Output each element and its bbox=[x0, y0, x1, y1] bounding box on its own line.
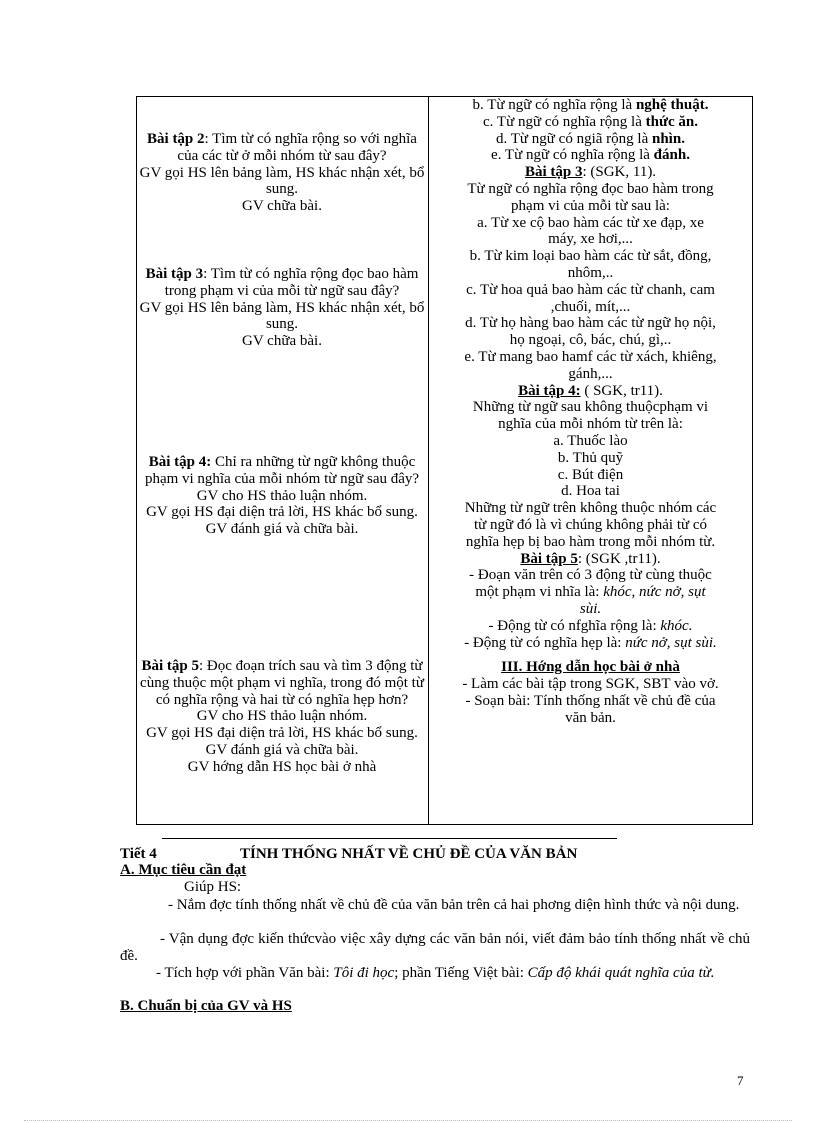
objective-3-italic-1: Tôi đi học bbox=[333, 965, 395, 981]
right-bt4-line: Những từ ngữ sau không thuộcphạm vi bbox=[472, 399, 709, 416]
right-bt5-line: - Đoạn văn trên có 3 động từ cùng thuộc bbox=[469, 567, 712, 584]
bt2-title: Bài tập 2 bbox=[147, 131, 205, 147]
answer-c: c. Từ ngữ có nghĩa rộng là bbox=[483, 113, 646, 130]
right-bt5-italic: nức nở, sụt sùi. bbox=[625, 634, 717, 651]
bt3-line-1: GV gọi HS lên bảng làm, HS khác nhận xét, bổ sung. bbox=[139, 299, 425, 333]
right-bt4-line: nghĩa của mỗi nhóm từ trên là: bbox=[498, 416, 683, 433]
bt4-text: Chỉ ra những từ ngữ không thuộc phạm vi nghĩa của mỗi nhóm từ ngữ sau đây? bbox=[144, 454, 420, 487]
bt4-line-1: GV cho HS thảo luận nhóm. bbox=[196, 487, 368, 504]
answer-b-word: nghệ thuật. bbox=[635, 97, 709, 113]
right-bt3-line: c. Từ hoa quả bao hàm các từ chanh, cam bbox=[466, 281, 715, 298]
right-bt4-line: b. Thủ quỹ bbox=[557, 449, 624, 466]
right-bt3-ref: : (SGK, 11). bbox=[582, 164, 657, 181]
right-bt3-line: họ ngoại, cô, bác, chú, gì,.. bbox=[509, 332, 672, 349]
right-bt5-line: - Động từ có nfghĩa rộng là: bbox=[488, 617, 661, 634]
right-bt4-line: a. Thuốc lào bbox=[553, 432, 628, 449]
lesson-title: TÍNH THỐNG NHẤT VỀ CHỦ ĐỀ CỦA VĂN BẢN bbox=[240, 846, 578, 862]
left-bai-tap-5 bbox=[137, 658, 427, 776]
right-bt5-line: một phạm vi nhĩa là: bbox=[475, 584, 604, 601]
page-bottom-border bbox=[24, 1120, 792, 1121]
bt5-line-3: GV đánh giá và chữa bài. bbox=[205, 741, 359, 758]
bt2-line-1: GV gọi HS lên bảng làm, HS khác nhận xét, bổ sung. bbox=[139, 164, 425, 198]
objective-3 bbox=[120, 965, 750, 982]
right-section-3-line: - Làm các bài tập trong SGK, SBT vào vở. bbox=[462, 676, 719, 693]
answer-d-word: nhìn. bbox=[652, 130, 685, 147]
right-bt4-line: từ ngữ đó là vì chúng không phải từ có bbox=[473, 516, 708, 533]
answer-b: b. Từ ngữ có nghĩa rộng là bbox=[472, 97, 636, 113]
left-bai-tap-4 bbox=[137, 454, 427, 538]
right-bt5-italic: khóc. bbox=[660, 617, 693, 634]
right-bt3-title: Bài tập 3 bbox=[524, 164, 583, 181]
bt4-line-3: GV đánh giá và chữa bài. bbox=[205, 521, 359, 538]
bt5-line-1: GV cho HS thảo luận nhóm. bbox=[196, 708, 368, 725]
right-bt3-line: gánh,... bbox=[568, 365, 613, 382]
answer-c-word: thức ăn. bbox=[645, 113, 698, 130]
left-bai-tap-3 bbox=[137, 266, 427, 350]
answer-e: e. Từ ngữ có nghĩa rộng là bbox=[491, 147, 654, 164]
right-bt3-line: Từ ngữ có nghĩa rộng đọc bao hàm trong bbox=[467, 180, 714, 197]
bt4-title: Bài tập 4: bbox=[148, 454, 212, 470]
right-bt3-line: b. Từ kim loại bao hàm các từ sắt, đồng, bbox=[469, 248, 712, 265]
objective-3-italic-2: Cấp độ khái quát nghĩa của từ. bbox=[527, 965, 715, 981]
section-a-title: A. Mục tiêu cần đạt bbox=[120, 862, 247, 878]
right-bt4-line: nghĩa hẹp bị bao hàm trong mỗi nhóm từ. bbox=[465, 533, 716, 550]
right-bt3-line: phạm vi của mỗi từ sau là: bbox=[511, 197, 670, 214]
right-bt4-line: c. Bút điện bbox=[557, 466, 624, 483]
right-bt5-line: - Động từ có nghĩa hẹp là: bbox=[464, 634, 626, 651]
right-column bbox=[428, 97, 753, 726]
right-bt4-ref: ( SGK, tr11). bbox=[580, 382, 663, 399]
right-bt5-italic: khóc, nức nở, sụt bbox=[603, 584, 706, 601]
right-bt4-line: d. Hoa tai bbox=[561, 483, 620, 500]
right-section-3-line: văn bản. bbox=[565, 709, 616, 726]
bt5-line-4: GV hớng dẫn HS học bài ở nhà bbox=[187, 758, 377, 775]
right-bt5-title: Bài tập 5 bbox=[520, 550, 578, 567]
left-bai-tap-2 bbox=[137, 131, 427, 215]
lesson-table bbox=[136, 96, 753, 825]
bt3-line-2: GV chữa bài. bbox=[242, 333, 322, 350]
page-number: 7 bbox=[737, 1073, 744, 1088]
bt5-title: Bài tập 5 bbox=[141, 658, 199, 674]
bt5-line-2: GV gọi HS đại diện trả lời, HS khác bổ sung. bbox=[146, 725, 418, 742]
bt5-text: : Đọc đoạn trích sau và tìm 3 động từ cùng thuộc một phạm vi nghĩa, trong đó một từ có nghĩa rộng và hai từ có nghĩa hẹp hơn? bbox=[140, 658, 424, 708]
bt3-text: : Tìm từ có nghĩa rộng đọc bao hàm trong phạm vi của mỗi từ ngữ sau đây? bbox=[164, 266, 419, 299]
bt2-text: : Tìm từ có nghĩa rộng so với nghĩa của các từ ở mỗi nhóm từ sau đây? bbox=[177, 131, 417, 164]
section-b-title: B. Chuẩn bị của GV và HS bbox=[120, 998, 292, 1014]
objective-3-text-mid: ; phần Tiếng Việt bài: bbox=[394, 965, 528, 981]
period-label: Tiết 4 bbox=[120, 846, 157, 862]
right-bt3-line: d. Từ họ hàng bao hàm các từ ngữ họ nội, bbox=[465, 315, 716, 332]
intro-text: Giúp HS: bbox=[184, 879, 242, 895]
bt4-line-2: GV gọi HS đại diện trả lời, HS khác bổ sung. bbox=[146, 504, 418, 521]
objective-1: - Nắm đợc tính thống nhất về chủ đề của văn bản trên cả hai phơng diện hình thức và nội dung. bbox=[168, 897, 740, 913]
right-bt3-line: máy, xe hơi,... bbox=[548, 231, 633, 248]
objective-2: - Vận dụng đợc kiến thứcvào việc xây dựng các văn bản nói, viết đảm bảo tính thống nhất về chủ đề. bbox=[120, 931, 750, 964]
right-bt3-line: ,chuối, mít,... bbox=[550, 298, 631, 315]
right-bt3-line: nhôm,.. bbox=[567, 264, 614, 281]
right-bt4-title: Bài tập 4: bbox=[518, 382, 581, 399]
right-section-3-title: III. Hớng dẫn học bài ở nhà bbox=[501, 659, 680, 676]
bt3-title: Bài tập 3 bbox=[145, 266, 204, 282]
bt2-line-2: GV chữa bài. bbox=[242, 198, 322, 215]
right-bt5-italic: sùi. bbox=[579, 600, 602, 617]
title-rule bbox=[162, 838, 617, 839]
right-bt5-ref: : (SGK ,tr11). bbox=[577, 550, 661, 567]
answer-e-word: đánh. bbox=[653, 147, 690, 164]
right-bt3-line: e. Từ mang bao hamf các từ xách, khiêng, bbox=[464, 348, 717, 365]
right-section-3-line: - Soạn bài: Tính thống nhất về chủ đề của bbox=[465, 692, 716, 709]
answer-d: d. Từ ngữ có ngiã rộng là bbox=[496, 130, 652, 147]
right-bt4-line: Những từ ngữ trên không thuộc nhóm các bbox=[464, 500, 717, 517]
right-bt3-line: a. Từ xe cộ bao hàm các từ xe đạp, xe bbox=[477, 214, 704, 231]
objective-3-text: - Tích hợp với phần Văn bài: bbox=[156, 965, 334, 981]
